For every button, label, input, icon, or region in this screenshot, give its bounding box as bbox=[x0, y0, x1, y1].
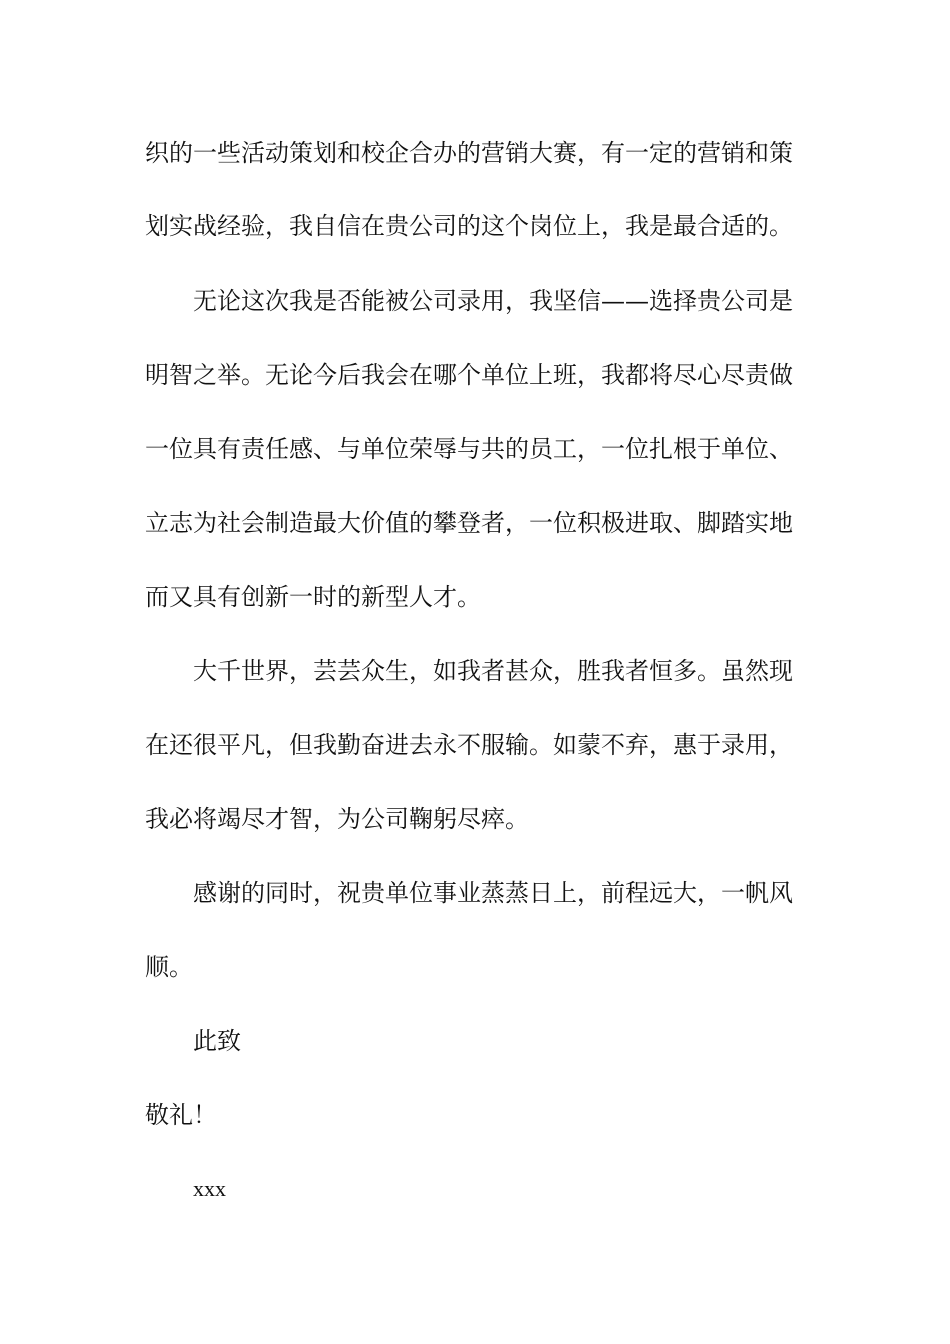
paragraph-1-line-1: 织的一些活动策划和校企合办的营销大赛，有一定的营销和策 bbox=[145, 139, 793, 167]
paragraph-2-line-1: 无论这次我是否能被公司录用，我坚信——选择贵公司是 bbox=[193, 287, 793, 315]
closing-salutation: 此致 bbox=[193, 1027, 241, 1055]
closing-respect: 敬礼！ bbox=[145, 1101, 217, 1129]
paragraph-3-line-3: 我必将竭尽才智，为公司鞠躬尽瘁。 bbox=[145, 805, 529, 833]
paragraph-2-line-5: 而又具有创新一时的新型人才。 bbox=[145, 583, 481, 611]
paragraph-1-line-2: 划实战经验，我自信在贵公司的这个岗位上，我是最合适的。 bbox=[145, 212, 793, 240]
paragraph-4-line-2: 顺。 bbox=[145, 953, 193, 981]
paragraph-2-line-4: 立志为社会制造最大价值的攀登者，一位积极进取、脚踏实地 bbox=[145, 509, 793, 537]
paragraph-2-line-2: 明智之举。无论今后我会在哪个单位上班，我都将尽心尽责做 bbox=[145, 361, 793, 389]
paragraph-2-line-3: 一位具有责任感、与单位荣辱与共的员工，一位扎根于单位、 bbox=[145, 435, 793, 463]
paragraph-3-line-1: 大千世界，芸芸众生，如我者甚众，胜我者恒多。虽然现 bbox=[193, 657, 793, 685]
signature: xxx bbox=[193, 1176, 226, 1201]
paragraph-4-line-1: 感谢的同时，祝贵单位事业蒸蒸日上，前程远大，一帆风 bbox=[193, 879, 793, 907]
paragraph-3-line-2: 在还很平凡，但我勤奋进去永不服输。如蒙不弃，惠于录用， bbox=[145, 731, 793, 759]
